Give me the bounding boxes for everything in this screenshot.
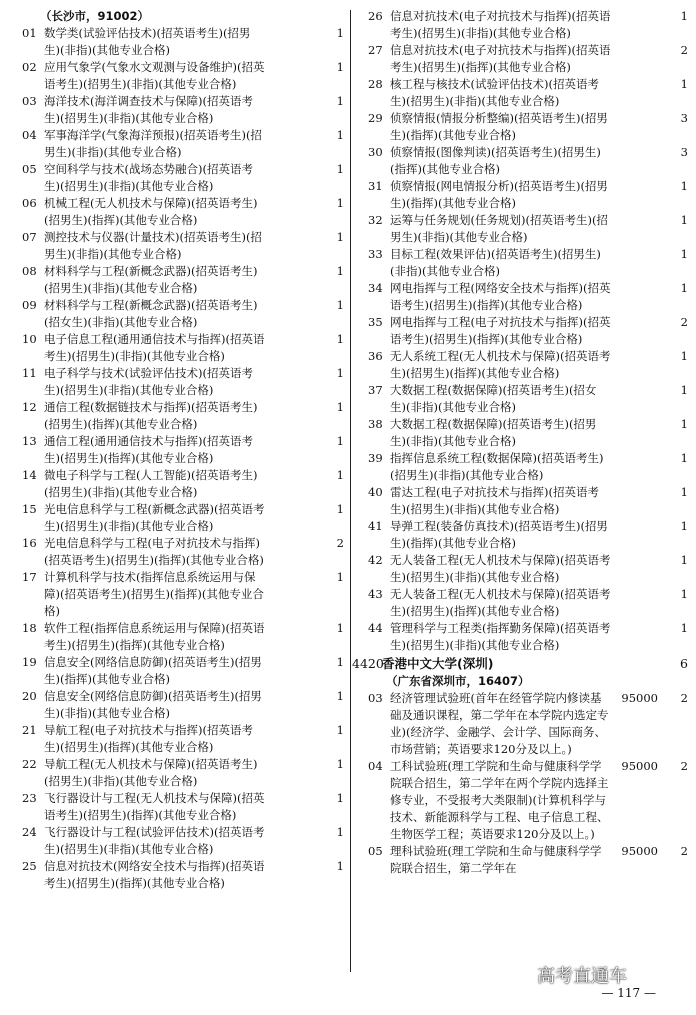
list-item	[22, 399, 344, 433]
entry-text: 导航工程(电子对抗技术与指挥)(招英语考生)(招男生)(指挥)(其他专业合格)	[44, 723, 253, 754]
entry-code: 30	[368, 145, 383, 159]
entry-count: 1	[680, 417, 688, 431]
entry-code: 40	[368, 485, 383, 499]
list-item	[368, 110, 688, 144]
entry-count: 1	[680, 77, 688, 91]
entry-text: 数学类(试验评估技术)(招英语考生)(招男生)(非指)(其他专业合格)	[44, 26, 251, 57]
entry-text: 导弹工程(装备仿真技术)(招英语考生)(招男生)(指挥)(其他专业合格)	[390, 519, 608, 550]
entry-count: 1	[680, 383, 688, 397]
page-number: — 117 —	[601, 986, 656, 1000]
entry-count: 1	[680, 519, 688, 533]
entry-count: 1	[336, 859, 344, 873]
entry-code: 24	[22, 825, 37, 839]
right-column	[352, 8, 688, 877]
entry-count: 1	[336, 655, 344, 669]
entry-code: 05	[22, 162, 37, 176]
entry-text: 信息对抗技术(电子对抗技术与指挥)(招英语考生)(招男生)(指挥)(其他专业合格)	[390, 43, 611, 74]
entry-code: 01	[22, 26, 37, 40]
entry-count: 1	[680, 247, 688, 261]
list-item	[22, 569, 344, 620]
list-item	[22, 433, 344, 467]
entry-code: 32	[368, 213, 383, 227]
entry-count: 1	[336, 26, 344, 40]
entry-count: 1	[680, 621, 688, 635]
list-item	[368, 8, 688, 42]
list-item	[368, 552, 688, 586]
list-item	[368, 620, 688, 654]
entry-code: 04	[368, 759, 383, 773]
entry-text: 工科试验班(理工学院和生命与健康科学学院联合招生，第二学年在两个学院内选择主修专业，不受报考大类限制)(计算机科学与技术、新能源科学与工程、电子信息工程、生物医学工程；英语要求120分及以上。)	[390, 759, 609, 841]
entry-count: 1	[336, 757, 344, 771]
entry-text: 指挥信息系统工程(数据保障)(招英语考生)(招男生)(非指)(其他专业合格)	[390, 451, 604, 482]
entry-count: 1	[680, 553, 688, 567]
entry-count: 2	[680, 315, 688, 329]
entry-count: 1	[336, 298, 344, 312]
list-item	[22, 25, 344, 59]
right-entry-list	[368, 8, 688, 654]
list-item	[368, 42, 688, 76]
list-item	[368, 690, 688, 758]
entry-text: 信息对抗技术(电子对抗技术与指挥)(招英语考生)(招男生)(非指)(其他专业合格)	[390, 9, 611, 40]
list-item	[368, 76, 688, 110]
list-item	[22, 59, 344, 93]
entry-text: 导航工程(无人机技术与保障)(招英语考生)(招男生)(非指)(其他专业合格)	[44, 757, 258, 788]
entry-text: 材料科学与工程(新概念武器)(招英语考生)(招男生)(非指)(其他专业合格)	[44, 264, 258, 295]
entry-text: 飞行器设计与工程(试验评估技术)(招英语考生)(招男生)(非指)(其他专业合格)	[44, 825, 265, 856]
entry-count: 2	[680, 759, 688, 773]
list-item	[22, 365, 344, 399]
entry-text: 管理科学与工程类(指挥勤务保障)(招英语考生)(招男生)(非指)(其他专业合格)	[390, 621, 611, 652]
entry-code: 31	[368, 179, 383, 193]
list-item	[22, 620, 344, 654]
entry-code: 44	[368, 621, 383, 635]
institution-header	[352, 654, 688, 673]
list-item	[22, 535, 344, 569]
institution-code: 4420	[352, 656, 384, 671]
entry-text: 核工程与核技术(试验评估技术)(招英语考生)(招男生)(非指)(其他专业合格)	[390, 77, 599, 108]
entry-text: 软件工程(指挥信息系统运用与保障)(招英语考生)(招男生)(指挥)(其他专业合格)	[44, 621, 265, 652]
program-list	[368, 690, 688, 877]
entry-count: 1	[336, 689, 344, 703]
list-item	[368, 348, 688, 382]
entry-code: 27	[368, 43, 383, 57]
left-column	[22, 8, 344, 892]
entry-count: 1	[336, 264, 344, 278]
entry-text: 通信工程(数据链技术与指挥)(招英语考生)(招男生)(指挥)(其他专业合格)	[44, 400, 258, 431]
entry-count: 1	[336, 230, 344, 244]
entry-code: 14	[22, 468, 37, 482]
list-item	[22, 195, 344, 229]
entry-text: 通信工程(通用通信技术与指挥)(招英语考生)(招男生)(指挥)(其他专业合格)	[44, 434, 253, 465]
entry-code: 05	[368, 844, 383, 858]
entry-text: 网电指挥与工程(电子对抗技术与指挥)(招英语考生)(招男生)(指挥)(其他专业合格)	[390, 315, 611, 346]
entry-code: 15	[22, 502, 37, 516]
entry-count: 1	[336, 502, 344, 516]
entry-code: 35	[368, 315, 383, 329]
entry-code: 21	[22, 723, 37, 737]
entry-text: 材料科学与工程(新概念武器)(招英语考生)(招女生)(非指)(其他专业合格)	[44, 298, 258, 329]
entry-count: 1	[336, 196, 344, 210]
list-item	[368, 280, 688, 314]
entry-text: 电子科学与技术(试验评估技术)(招英语考生)(招男生)(非指)(其他专业合格)	[44, 366, 253, 397]
list-item	[368, 484, 688, 518]
entry-text: 微电子科学与工程(人工智能)(招英语考生)(招男生)(非指)(其他专业合格)	[44, 468, 258, 499]
institution-location: （广东省深圳市，16407）	[386, 674, 530, 688]
entry-code: 02	[22, 60, 37, 74]
list-item	[22, 93, 344, 127]
list-item	[368, 758, 688, 843]
watermark: 高考直通车	[537, 966, 627, 987]
entry-count: 3	[680, 145, 688, 159]
list-item	[368, 450, 688, 484]
list-item	[368, 212, 688, 246]
entry-code: 10	[22, 332, 37, 346]
entry-count: 1	[336, 434, 344, 448]
list-item	[368, 178, 688, 212]
institution-name: 香港中文大学(深圳)	[382, 656, 494, 671]
entry-text: 理科试验班(理工学院和生命与健康科学学院联合招生，第二学年在	[390, 844, 602, 875]
entry-code: 16	[22, 536, 37, 550]
list-item	[368, 382, 688, 416]
entry-code: 19	[22, 655, 37, 669]
entry-code: 37	[368, 383, 383, 397]
entry-count: 1	[336, 332, 344, 346]
location-label: （长沙市，91002）	[40, 9, 150, 23]
entry-count: 3	[680, 111, 688, 125]
entry-count: 1	[336, 400, 344, 414]
entry-code: 22	[22, 757, 37, 771]
entry-count: 1	[336, 366, 344, 380]
entry-code: 23	[22, 791, 37, 805]
entry-code: 36	[368, 349, 383, 363]
entry-code: 17	[22, 570, 37, 584]
list-item	[22, 756, 344, 790]
entry-code: 13	[22, 434, 37, 448]
entry-count: 1	[680, 451, 688, 465]
list-item	[22, 331, 344, 365]
entry-text: 无人系统工程(无人机技术与保障)(招英语考生)(招男生)(指挥)(其他专业合格)	[390, 349, 611, 380]
entry-count: 1	[680, 9, 688, 23]
entry-text: 海洋技术(海洋调查技术与保障)(招英语考生)(招男生)(非指)(其他专业合格)	[44, 94, 253, 125]
entry-code: 03	[22, 94, 37, 108]
entry-text: 雷达工程(电子对抗技术与指挥)(招英语考生)(招男生)(非指)(其他专业合格)	[390, 485, 599, 516]
entry-text: 目标工程(效果评估)(招英语考生)(招男生)(非指)(其他专业合格)	[390, 247, 601, 278]
entry-code: 08	[22, 264, 37, 278]
entry-count: 1	[680, 587, 688, 601]
entry-text: 信息对抗技术(网络安全技术与指挥)(招英语考生)(招男生)(指挥)(其他专业合格)	[44, 859, 265, 890]
entry-text: 无人装备工程(无人机技术与保障)(招英语考生)(招男生)(指挥)(其他专业合格)	[390, 587, 611, 618]
list-item	[22, 501, 344, 535]
entry-text: 大数据工程(数据保障)(招英语考生)(招女生)(非指)(其他专业合格)	[390, 383, 597, 414]
entry-code: 34	[368, 281, 383, 295]
entry-count: 1	[680, 485, 688, 499]
entry-count: 1	[336, 570, 344, 584]
entry-text: 运筹与任务规划(任务规划)(招英语考生)(招男生)(非指)(其他专业合格)	[390, 213, 608, 244]
entry-code: 29	[368, 111, 383, 125]
entry-text: 空间科学与技术(战场态势融合)(招英语考生)(招男生)(非指)(其他专业合格)	[44, 162, 253, 193]
entry-count: 1	[680, 349, 688, 363]
list-item	[22, 161, 344, 195]
entry-count: 1	[336, 621, 344, 635]
list-item	[368, 314, 688, 348]
entry-text: 信息安全(网络信息防御)(招英语考生)(招男生)(非指)(其他专业合格)	[44, 689, 262, 720]
entry-code: 38	[368, 417, 383, 431]
list-item	[22, 790, 344, 824]
list-item	[368, 246, 688, 280]
entry-code: 11	[22, 366, 37, 380]
entry-text: 侦察情报(图像判读)(招英语考生)(招男生)(指挥)(其他专业合格)	[390, 145, 601, 176]
entry-text: 飞行器设计与工程(无人机技术与保障)(招英语考生)(招男生)(指挥)(其他专业合格)	[44, 791, 265, 822]
left-entry-list	[22, 25, 344, 892]
entry-code: 09	[22, 298, 37, 312]
entry-count: 2	[680, 844, 688, 858]
list-item	[368, 518, 688, 552]
entry-code: 43	[368, 587, 383, 601]
entry-fee: 95000	[621, 844, 658, 858]
list-item	[368, 144, 688, 178]
list-item	[368, 416, 688, 450]
entry-code: 20	[22, 689, 37, 703]
entry-count: 1	[336, 791, 344, 805]
entry-count: 1	[336, 60, 344, 74]
entry-text: 计算机科学与技术(指挥信息系统运用与保障)(招英语考生)(招男生)(指挥)(其他专业合格)	[44, 570, 264, 618]
list-item	[368, 586, 688, 620]
entry-text: 机械工程(无人机技术与保障)(招英语考生)(招男生)(指挥)(其他专业合格)	[44, 196, 258, 227]
entry-code: 41	[368, 519, 383, 533]
entry-text: 侦察情报(情报分析整编)(招英语考生)(招男生)(指挥)(其他专业合格)	[390, 111, 608, 142]
entry-count: 1	[336, 128, 344, 142]
entry-text: 网电指挥与工程(网络安全技术与指挥)(招英语考生)(招男生)(指挥)(其他专业合格)	[390, 281, 611, 312]
entry-text: 大数据工程(数据保障)(招英语考生)(招男生)(非指)(其他专业合格)	[390, 417, 597, 448]
entry-code: 18	[22, 621, 37, 635]
list-item	[22, 229, 344, 263]
column-divider	[350, 10, 351, 972]
entry-code: 25	[22, 859, 37, 873]
entry-code: 33	[368, 247, 383, 261]
entry-fee: 95000	[621, 759, 658, 773]
entry-text: 光电信息科学与工程(新概念武器)(招英语考生)(招男生)(非指)(其他专业合格)	[44, 502, 265, 533]
entry-count: 1	[680, 213, 688, 227]
entry-code: 26	[368, 9, 383, 23]
list-item	[22, 467, 344, 501]
list-item	[22, 127, 344, 161]
list-item	[22, 722, 344, 756]
entry-code: 07	[22, 230, 37, 244]
entry-text: 光电信息科学与工程(电子对抗技术与指挥)(招英语考生)(招男生)(指挥)(其他专业合格)	[44, 536, 264, 567]
entry-code: 06	[22, 196, 37, 210]
entry-text: 测控技术与仪器(计量技术)(招英语考生)(招男生)(非指)(其他专业合格)	[44, 230, 262, 261]
entry-count: 1	[680, 179, 688, 193]
entry-code: 39	[368, 451, 383, 465]
entry-text: 应用气象学(气象水文观测与设备维护)(招英语考生)(招男生)(非指)(其他专业合格)	[44, 60, 265, 91]
entry-text: 电子信息工程(通用通信技术与指挥)(招英语考生)(招男生)(非指)(其他专业合格)	[44, 332, 265, 363]
list-item	[22, 824, 344, 858]
entry-code: 03	[368, 691, 383, 705]
entry-text: 无人装备工程(无人机技术与保障)(招英语考生)(招男生)(非指)(其他专业合格)	[390, 553, 611, 584]
entry-text: 经济管理试验班(首年在经管学院内修读基础及通识课程，第二学年在本学院内选定专业)(经济学、金融学、会计学、国际商务、市场营销；英语要求120分及以上。)	[390, 691, 609, 756]
entry-code: 12	[22, 400, 37, 414]
entry-count: 2	[336, 536, 344, 550]
entry-count: 1	[336, 94, 344, 108]
entry-count: 1	[336, 468, 344, 482]
entry-count: 1	[680, 281, 688, 295]
list-item	[22, 688, 344, 722]
list-item	[22, 297, 344, 331]
entry-count: 1	[336, 162, 344, 176]
entry-code: 28	[368, 77, 383, 91]
entry-count: 1	[336, 723, 344, 737]
entry-count: 2	[680, 691, 688, 705]
entry-fee: 95000	[621, 691, 658, 705]
entry-count: 2	[680, 43, 688, 57]
entry-text: 信息安全(网络信息防御)(招英语考生)(招男生)(指挥)(其他专业合格)	[44, 655, 262, 686]
list-item	[22, 654, 344, 688]
institution-count: 6	[680, 656, 688, 671]
entry-text: 军事海洋学(气象海洋预报)(招英语考生)(招男生)(非指)(其他专业合格)	[44, 128, 262, 159]
entry-count: 1	[336, 825, 344, 839]
entry-code: 04	[22, 128, 37, 142]
list-item	[22, 263, 344, 297]
entry-code: 42	[368, 553, 383, 567]
entry-text: 侦察情报(网电情报分析)(招英语考生)(招男生)(指挥)(其他专业合格)	[390, 179, 608, 210]
list-item	[22, 858, 344, 892]
list-item	[368, 843, 688, 877]
